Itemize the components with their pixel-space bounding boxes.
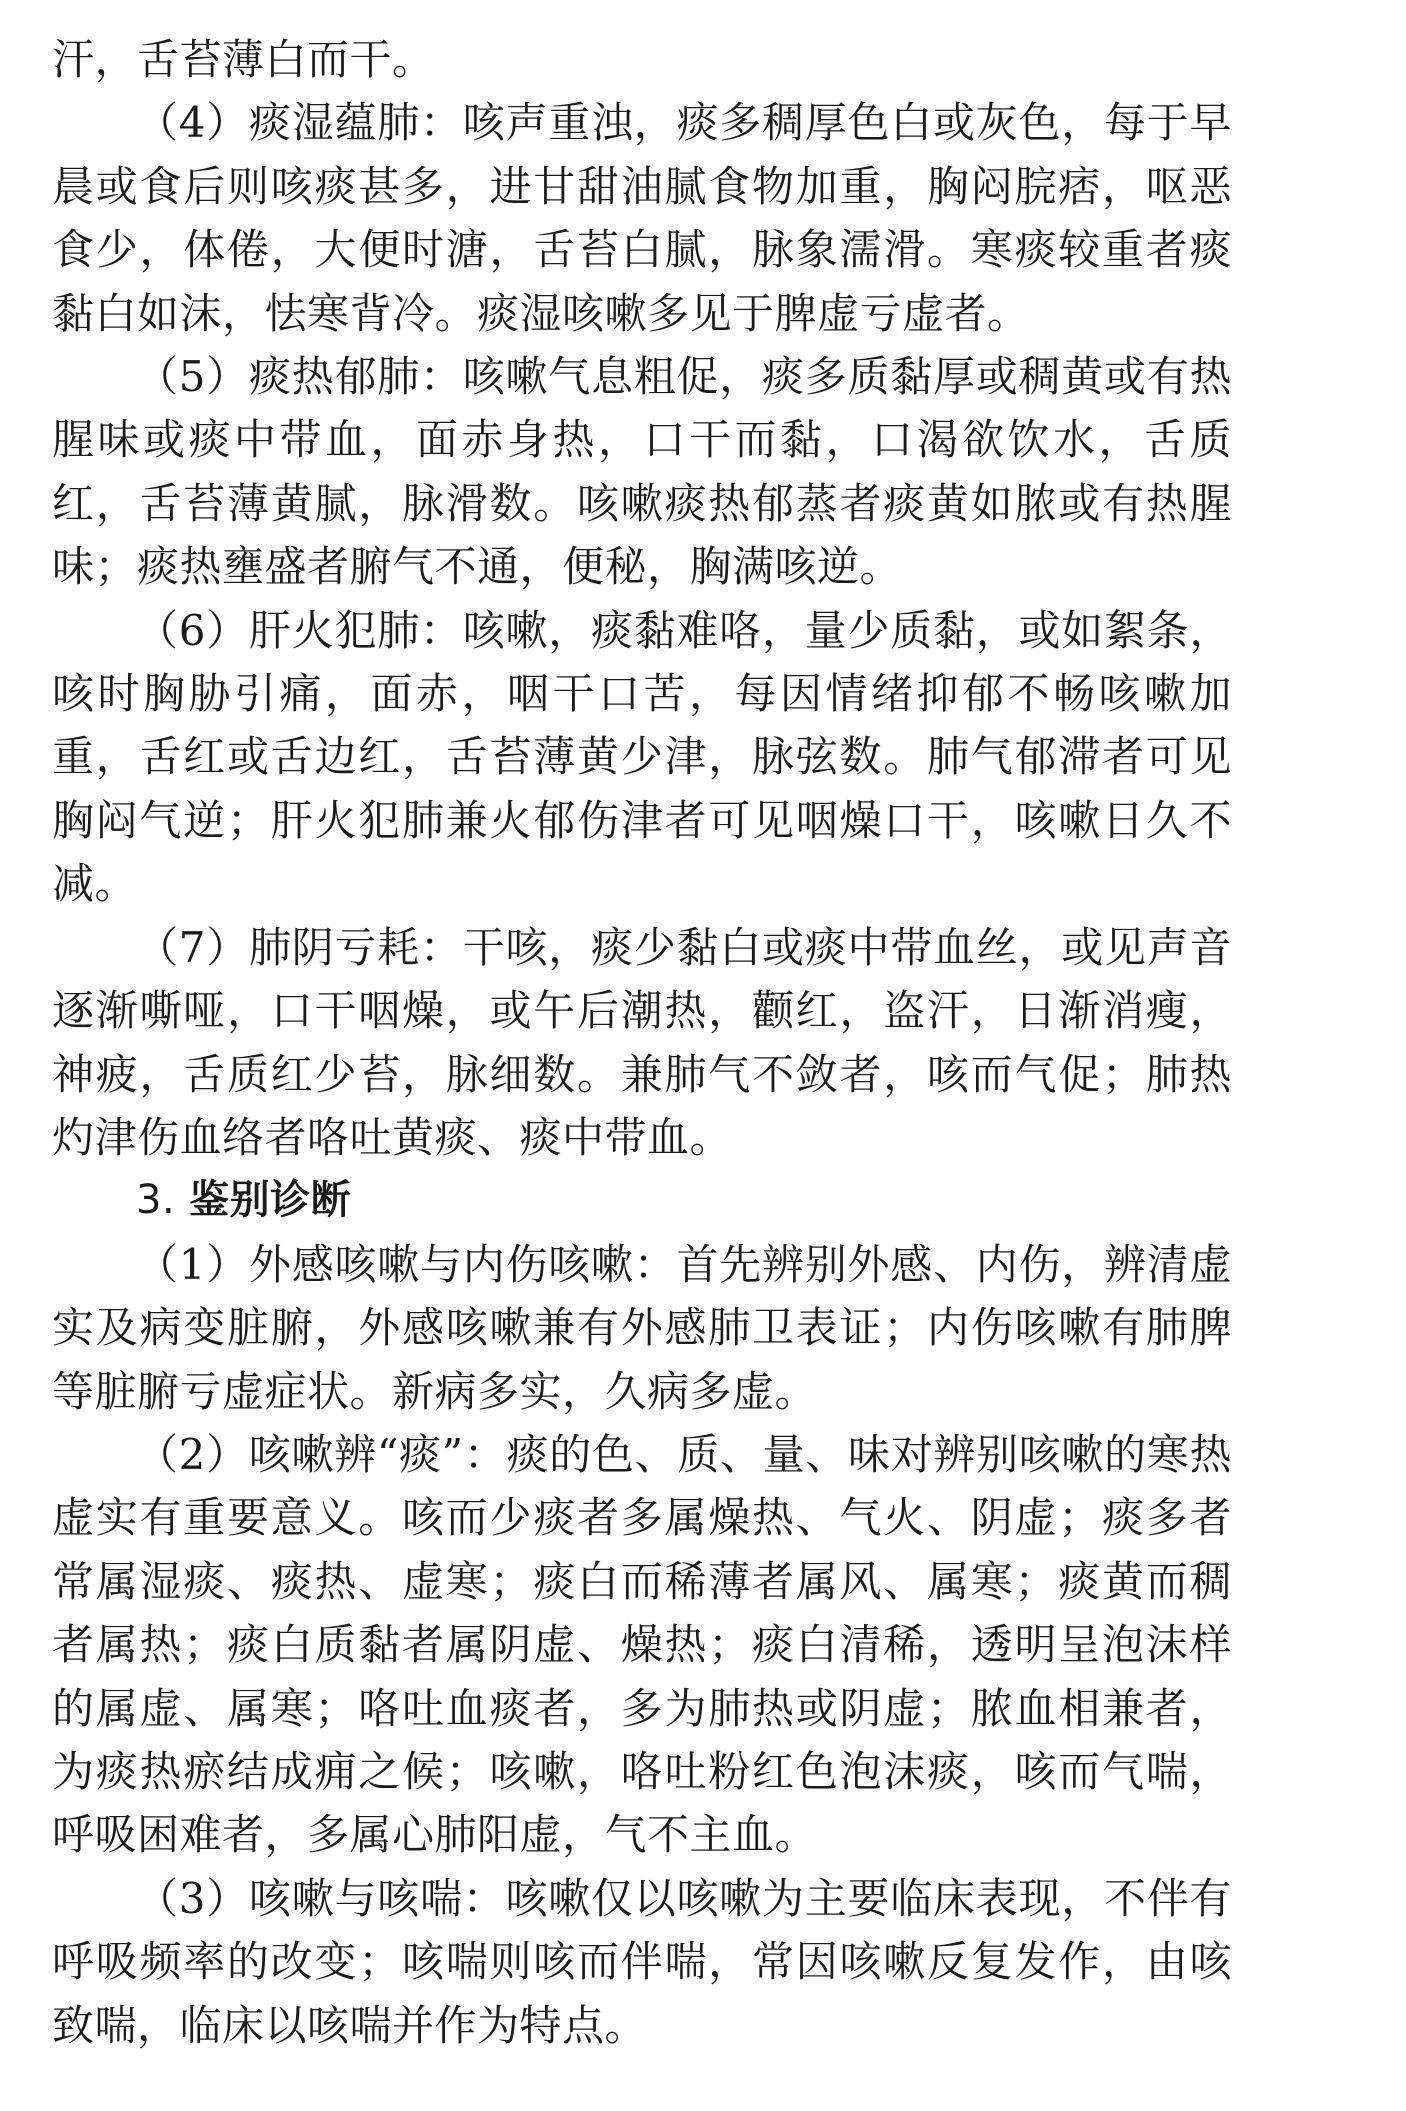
paragraph-phlegm-heat: （5）痰热郁肺：咳嗽气息粗促，痰多质黏厚或稠黄或有热腥味或痰中带血，面赤身热，口干而黏，口渴欲饮水，舌质红，舌苔薄黄腻，脉滑数。咳嗽痰热郁蒸者痰黄如脓或有热腥味；痰热壅盛者腑气不通，便秘，胸满咳逆。	[52, 352, 1232, 592]
paragraph-phlegm-damp: （4）痰湿蕴肺：咳声重浊，痰多稠厚色白或灰色，每于早晨或食后则咳痰甚多，进甘甜油腻食物加重，胸闷脘痞，呕恶食少，体倦，大便时溏，舌苔白腻，脉象濡滑。寒痰较重者痰黏白如沫，怯寒背冷。痰湿咳嗽多见于脾虚亏虚者。	[52, 98, 1232, 338]
section-heading	[52, 1169, 1232, 1232]
document-page	[52, 28, 1232, 2057]
paragraph-lung-yin: （7）肺阴亏耗：干咳，痰少黏白或痰中带血丝，或见声音逐渐嘶哑，口干咽燥，或午后潮热，颧红，盗汗，日渐消瘦，神疲，舌质红少苔，脉细数。兼肺气不敛者，咳而气促；肺热灼津伤血络者咯吐黄痰、痰中带血。	[52, 922, 1232, 1162]
paragraph-cough-asthma: （3）咳嗽与咳喘：咳嗽仅以咳嗽为主要临床表现，不伴有呼吸频率的改变；咳喘则咳而伴喘，常因咳嗽反复发作，由咳致喘，临床以咳喘并作为特点。	[52, 1873, 1232, 2050]
continuation-text: 汗，舌苔薄白而干。	[52, 35, 435, 84]
paragraph-external-internal: （1）外感咳嗽与内伤咳嗽：首先辨别外感、内伤，辨清虚实及病变脏腑，外感咳嗽兼有外感肺卫表证；内伤咳嗽有肺脾等脏腑亏虚症状。新病多实，久病多虚。	[52, 1239, 1232, 1416]
paragraph-liver-fire: （6）肝火犯肺：咳嗽，痰黏难咯，量少质黏，或如絮条，咳时胸胁引痛，面赤，咽干口苦，每因情绪抑郁不畅咳嗽加重，舌红或舌边红，舌苔薄黄少津，脉弦数。肺气郁滞者可见胸闷气逆；肝火犯肺兼火郁伤津者可见咽燥口干，咳嗽日久不减。	[52, 605, 1232, 909]
paragraph-sputum: （2）咳嗽辨“痰”：痰的色、质、量、味对辨别咳嗽的寒热虚实有重要意义。咳而少痰者多属燥热、气火、阴虚；痰多者常属湿痰、痰热、虚寒；痰白而稀薄者属风、属寒；痰黄而稠者属热；痰白质黏者属阴虚、燥热；痰白清稀，透明呈泡沫样的属虚、属寒；咯吐血痰者，多为肺热或阴虚；脓血相兼者，为痰热瘀结成痈之候；咳嗽，咯吐粉红色泡沫痰，咳而气喘，呼吸困难者，多属心肺阳虚，气不主血。	[52, 1429, 1232, 1860]
section-number: 3.	[136, 1177, 176, 1224]
section-title: 鉴别诊断	[189, 1177, 352, 1224]
